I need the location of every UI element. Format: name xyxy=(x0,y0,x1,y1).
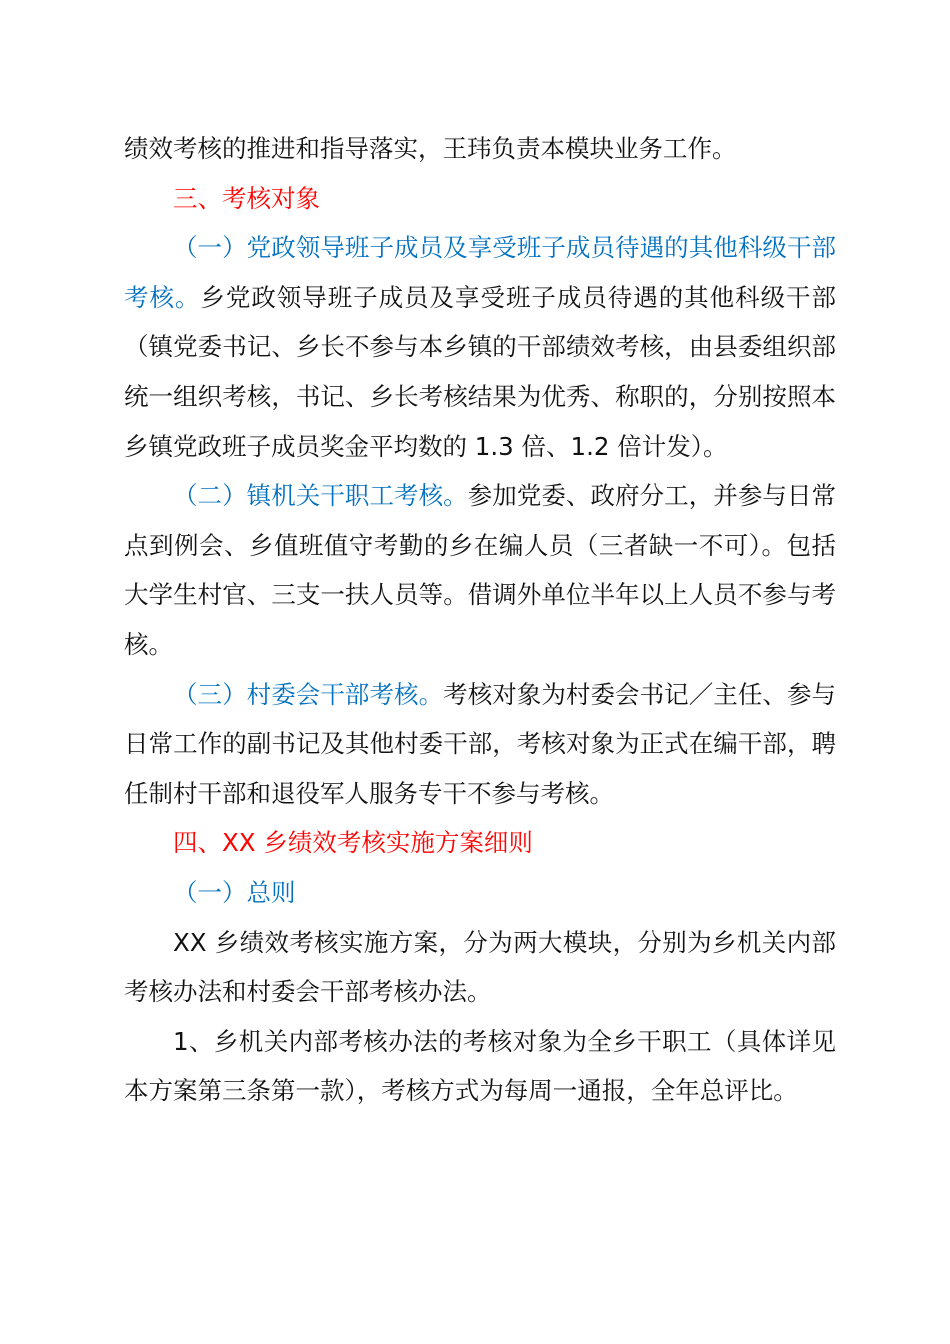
paragraph-leadership-body: 乡党政领导班子成员及享受班子成员待遇的其他科级干部（镇党委书记、乡长不参与本乡镇的干部绩效考核，由县委组织部统一组织考核，书记、乡长考核结果为优秀、称职的，分别按照本乡镇党政班子成员奖金平均数的 1.3 倍、1.2 倍计发）。 xyxy=(124,282,836,461)
paragraph-item-1: 1、乡机关内部考核办法的考核对象为全乡干职工（具体详见本方案第三条第一款），考核方式为每周一通报，全年总评比。 xyxy=(124,1026,836,1106)
paragraph-staff-assessment xyxy=(124,471,836,669)
section-heading-assessment-targets: 三、考核对象 xyxy=(173,183,320,213)
paragraph-continuation: 绩效考核的推进和指导落实，王玮负责本模块业务工作。 xyxy=(124,134,737,163)
paragraph-leadership-assessment xyxy=(124,223,836,471)
paragraph-village-assessment xyxy=(124,670,836,819)
subheading-leadership-assessment: （一）党政领导班子成员及享受班子成员待遇的其他科级干部考核。 xyxy=(124,233,836,312)
section-heading-implementation-rules: 四、XX 乡绩效考核实施方案细则 xyxy=(173,828,533,858)
subheading-village-assessment: （三）村委会干部考核。 xyxy=(173,679,444,709)
paragraph-general-rules: XX 乡绩效考核实施方案，分为两大模块，分别为乡机关内部考核办法和村委会干部考核办法。 xyxy=(124,927,836,1007)
document-page xyxy=(124,124,836,1116)
paragraph-staff-body: 参加党委、政府分工，并参与日常点到例会、乡值班值守考勤的乡在编人员（三者缺一不可）。包括大学生村官、三支一扶人员等。借调外单位半年以上人员不参与考核。 xyxy=(124,481,837,659)
subheading-general-rules: （一）总则 xyxy=(173,877,296,907)
paragraph-village-body: 考核对象为村委会书记／主任、参与日常工作的副书记及其他村委干部，考核对象为正式在编干部，聘任制村干部和退役军人服务专干不参与考核。 xyxy=(124,679,837,808)
subheading-staff-assessment: （二）镇机关干职工考核。 xyxy=(173,481,468,511)
